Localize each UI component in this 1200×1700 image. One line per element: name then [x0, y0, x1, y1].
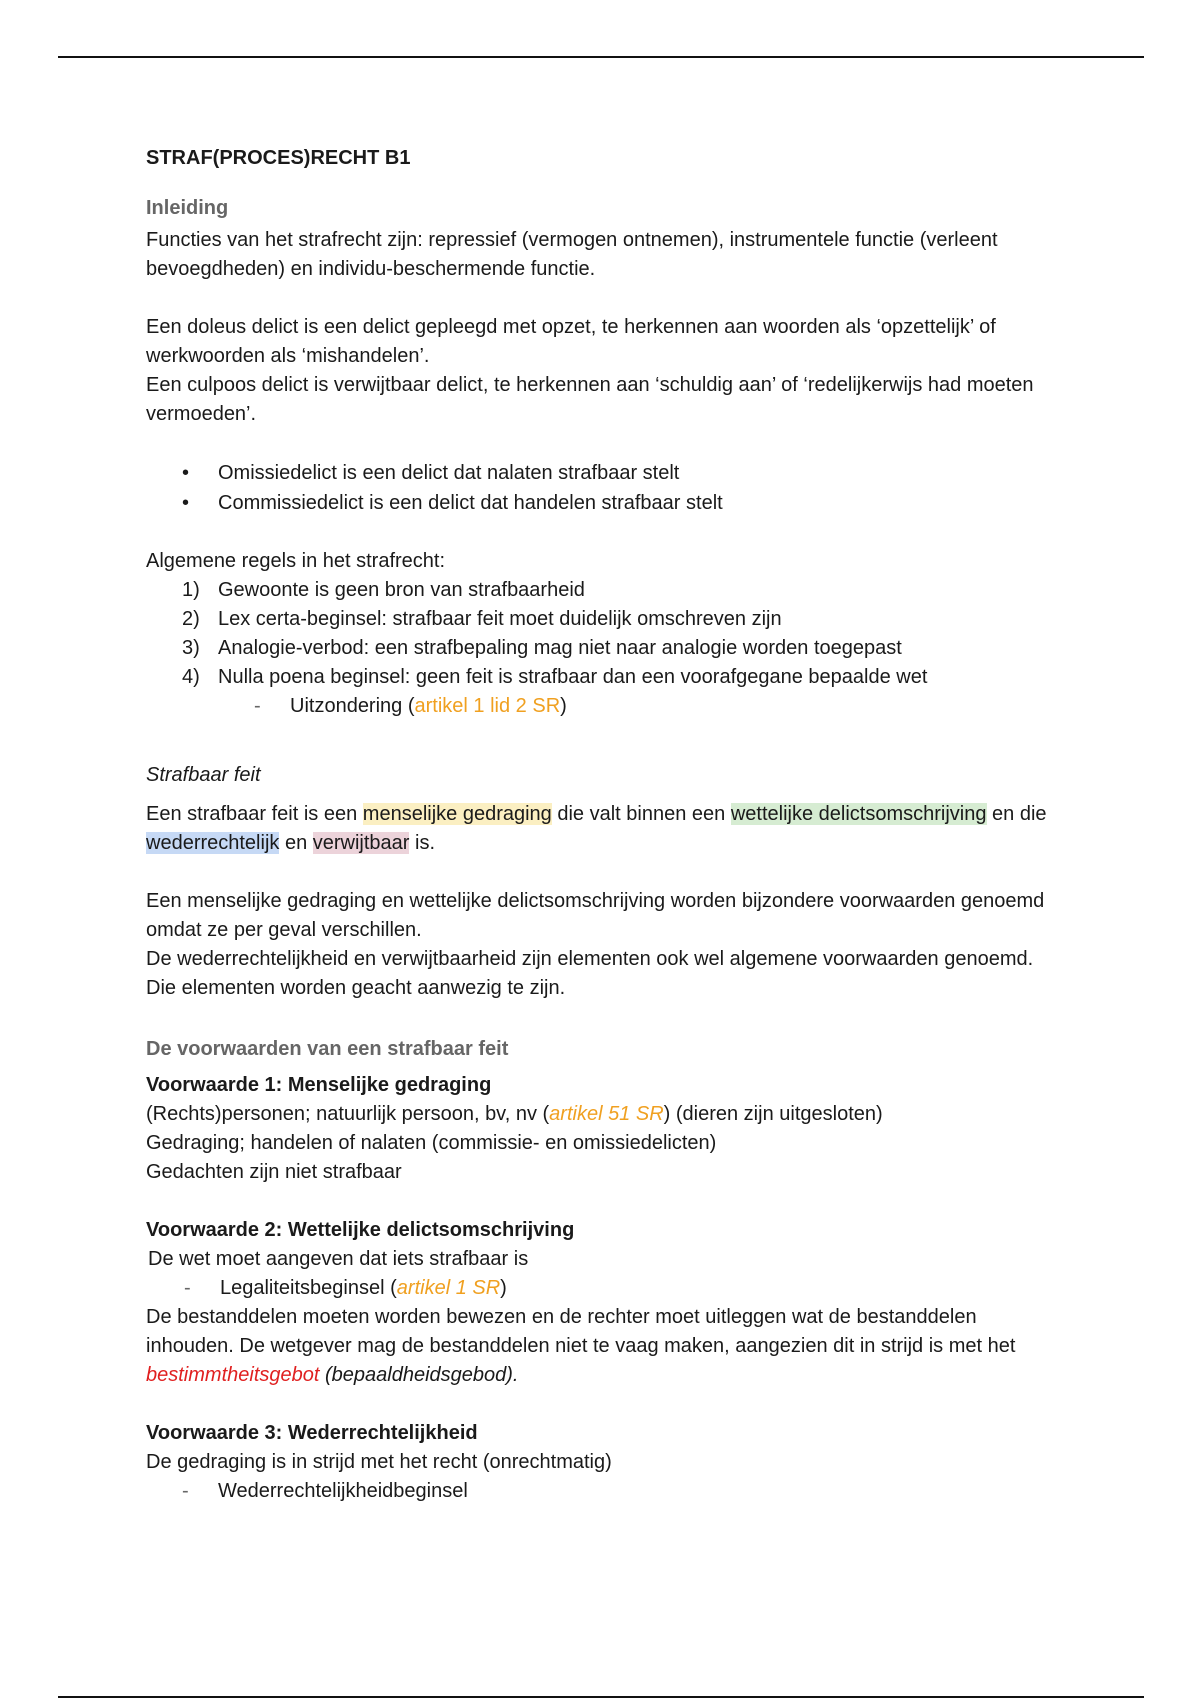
text-span: (Rechts)personen; natuurlijk persoon, bv, nv (: [146, 1103, 550, 1125]
legaliteit-item: [146, 1274, 1066, 1303]
paragraph-bijzondere: Een menselijke gedraging en wettelijke delictsomschrijving worden bijzondere voorwaarden genoemd omdat ze per geval verschillen.: [146, 890, 1045, 941]
text-span: Wederrechtelijkheidbeginsel: [218, 1480, 468, 1502]
list-item: [146, 634, 1066, 663]
text-span: De bestanddelen moeten worden bewezen en de rechter moet uitleggen wat de bestanddelen inhouden. De wetgever mag de bestanddelen niet te vaag maken, aangezien dit in strijd is met het: [146, 1306, 1016, 1357]
article-reference: artikel 1 SR: [396, 1277, 501, 1299]
article-reference: artikel 51 SR: [549, 1103, 664, 1125]
rules-list: [146, 576, 1066, 692]
paragraph-definition: [146, 800, 1066, 858]
document-body: [146, 140, 1066, 1506]
page-title: STRAF(PROCES)RECHT B1: [146, 147, 411, 169]
voorwaarde-1-line: Gedraging; handelen of nalaten (commissie- en omissiedelicten): [146, 1132, 717, 1154]
paragraph-bestanddelen: [146, 1303, 1066, 1390]
text-span: (bepaaldheidsgebod).: [319, 1364, 519, 1386]
highlight-wederrechtelijk: wederrechtelijk: [146, 832, 280, 854]
voorwaarde-2-line: De wet moet aangeven dat iets strafbaar is: [148, 1248, 529, 1270]
top-rule: [58, 56, 1144, 58]
list-text: Analogie-verbod: een strafbepaling mag niet naar analogie worden toegepast: [218, 637, 902, 659]
voorwaarde-3-title: Voorwaarde 3: Wederrechtelijkheid: [146, 1422, 478, 1444]
list-number: 3): [182, 637, 200, 659]
list-item: • Omissiedelict is een delict dat nalaten strafbaar stelt: [146, 458, 1066, 488]
voorwaarde-1-line: Gedachten zijn niet strafbaar: [146, 1161, 402, 1183]
paragraph-functies: Functies van het strafrecht zijn: repressief (vermogen ontnemen), instrumentele functie (verleent bevoegdheden) en individu-beschermende functie.: [146, 229, 998, 280]
paragraph-culpoos: Een culpoos delict is verwijtbaar delict, te herkennen aan ‘schuldig aan’ of ‘redelijkerwijs had moeten vermoeden’.: [146, 374, 1034, 425]
voorwaarde-1-line: [146, 1100, 1066, 1129]
text-span: ): [500, 1277, 507, 1299]
dash-marker: -: [184, 1277, 191, 1299]
rules-intro: Algemene regels in het strafrecht:: [146, 550, 446, 572]
list-item: • Commissiedelict is een delict dat handelen strafbaar stelt: [146, 488, 1066, 518]
highlight-verwijtbaar: verwijtbaar: [312, 832, 410, 854]
text-span: is.: [409, 832, 436, 854]
voorwaarde-2-title: Voorwaarde 2: Wettelijke delictsomschrijving: [146, 1219, 575, 1241]
list-item: [146, 576, 1066, 605]
text-span: Een strafbaar feit is een: [146, 803, 363, 825]
highlight-wettelijke-delictsomschrijving: wettelijke delictsomschrijving: [730, 803, 987, 825]
text-span: en die: [986, 803, 1047, 825]
text-span: Legaliteitsbeginsel (: [220, 1277, 397, 1299]
highlight-menselijke-gedraging: menselijke gedraging: [362, 803, 552, 825]
heading-strafbaar-feit: Strafbaar feit: [146, 764, 261, 786]
heading-inleiding: Inleiding: [146, 197, 229, 219]
voorwaarde-1-title: Voorwaarde 1: Menselijke gedraging: [146, 1074, 492, 1096]
paragraph-algemene: De wederrechtelijkheid en verwijtbaarheid zijn elementen ook wel algemene voorwaarden genoemd. Die elementen worden geacht aanwezig te zijn.: [146, 948, 1034, 999]
bottom-rule: [58, 1696, 1144, 1698]
exception-text: Uitzondering (: [290, 695, 415, 717]
voorwaarde-3-line: De gedraging is in strijd met het recht (onrechtmatig): [146, 1451, 612, 1473]
list-number: 1): [182, 579, 200, 601]
text-span: ) (dieren zijn uitgesloten): [663, 1103, 883, 1125]
list-number: 4): [182, 666, 200, 688]
list-item: [146, 605, 1066, 634]
wederrechtelijkheid-item: [146, 1477, 1066, 1506]
list-text: Nulla poena beginsel: geen feit is strafbaar dan een voorafgegane bepaalde wet: [218, 666, 928, 688]
text-span: die valt binnen een: [551, 803, 731, 825]
heading-voorwaarden: De voorwaarden van een strafbaar feit: [146, 1038, 509, 1060]
term-bestimmtheitsgebot: bestimmtheitsgebot: [146, 1364, 320, 1386]
list-item: [146, 663, 1066, 692]
dash-marker: -: [182, 1480, 189, 1502]
list-number: 2): [182, 608, 200, 630]
dash-marker: -: [254, 695, 261, 717]
exception-close: ): [560, 695, 567, 717]
list-text: Gewoonte is geen bron van strafbaarheid: [218, 579, 585, 601]
list-text: Lex certa-beginsel: strafbaar feit moet duidelijk omschreven zijn: [218, 608, 782, 630]
paragraph-doleus: Een doleus delict is een delict gepleegd met opzet, te herkennen aan woorden als ‘opzettelijk’ of werkwoorden als ‘mishandelen’.: [146, 316, 996, 367]
text-span: en: [279, 832, 313, 854]
exception-item: [146, 692, 1066, 721]
article-reference: artikel 1 lid 2 SR: [414, 695, 561, 717]
delict-bullet-list: [146, 458, 1066, 518]
